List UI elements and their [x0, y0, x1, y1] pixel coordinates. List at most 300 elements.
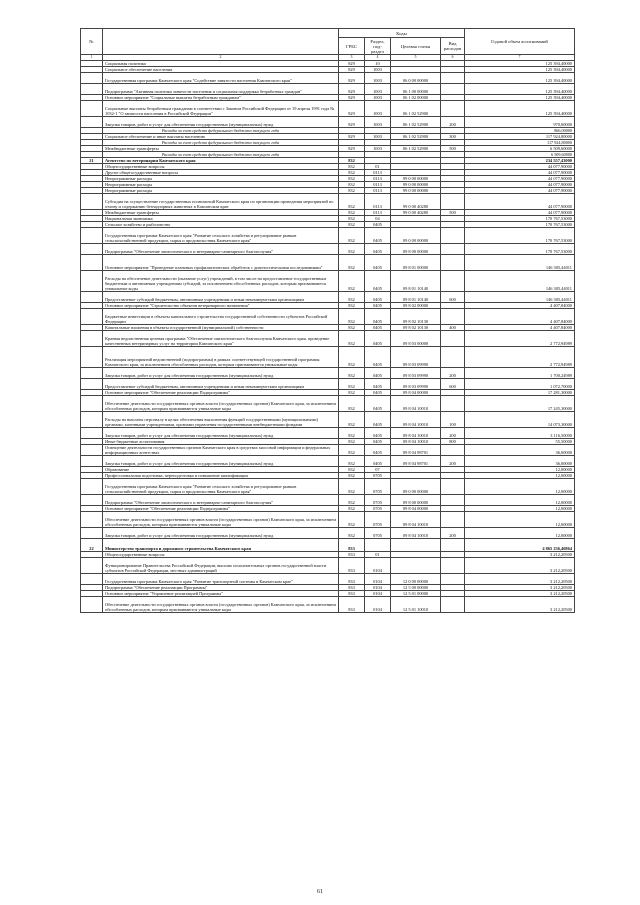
table-row — [81, 528, 575, 539]
row-number — [81, 73, 103, 84]
row-target: 09 8 02 10130 — [391, 325, 441, 331]
row-target: 09 8 03 09990 — [391, 368, 441, 379]
table-row — [81, 101, 575, 117]
table-row — [81, 512, 575, 528]
row-section: 0405 — [365, 445, 391, 456]
table-row — [81, 309, 575, 325]
row-grbs: 832 — [339, 271, 365, 292]
row-name: Функционирование Правительства Российской Федерации, высших исполнительных органов государственной власти субъектов Российской Федерации, местных администраций — [103, 558, 339, 574]
row-target: 09 8 03 00000 — [391, 331, 441, 347]
row-expense-type: 600 — [441, 292, 465, 303]
row-grbs: 829 — [339, 84, 365, 95]
table-row — [81, 194, 575, 210]
row-grbs: 832 — [339, 182, 365, 188]
row-name: Капитальные вложения в объекты государственной (муниципальной) собственности — [103, 325, 339, 331]
row-target: 09 8 04 98701 — [391, 456, 441, 467]
row-expense-type — [441, 331, 465, 347]
row-grbs: 832 — [339, 303, 365, 309]
row-name: Бюджетные инвестиции в объекты капитального строительства государственной собственности субъектов Российской Федерации — [103, 309, 339, 325]
row-grbs: 832 — [339, 228, 365, 244]
row-name: Предоставление субсидий бюджетным, автономным учреждениям и иным некоммерческим организациям — [103, 379, 339, 390]
row-grbs: 832 — [339, 188, 365, 194]
row-expense-type — [441, 574, 465, 585]
header-name — [103, 29, 339, 55]
row-grbs: 832 — [339, 255, 365, 271]
row-section: 0113 — [365, 176, 391, 182]
row-number — [81, 445, 103, 456]
row-number — [81, 84, 103, 95]
row-grbs: 832 — [339, 495, 365, 506]
row-number — [81, 456, 103, 467]
row-name: Обеспечение деятельности государственных органов власти (государственных органов) Камчатского края, за исключением обособленных расходов, которым присваиваются уникальные коды — [103, 396, 339, 412]
row-name: Социальные выплаты безработным гражданам в соответствии с Законом Российской Федерации от 19 апреля 1991 года № 1032-1 "О занятости населения в Российской Федерации" — [103, 101, 339, 117]
row-target: 09 8 04 00000 — [391, 506, 441, 512]
row-amount: 6 509,60000 — [465, 146, 575, 152]
row-name: Обеспечение деятельности государственных органов власти (государственных органов) Камчатского края, за исключением обособленных расходов, которым присваиваются уникальные коды — [103, 512, 339, 528]
row-amount: 3 212,20500 — [465, 591, 575, 597]
row-amount: 866,00000 — [465, 128, 575, 134]
row-amount: 36,00000 — [465, 445, 575, 456]
header-grbs: ГРБС — [339, 38, 365, 55]
row-amount: 125 394,40000 — [465, 67, 575, 73]
row-grbs: 832 — [339, 379, 365, 390]
row-section: 0104 — [365, 597, 391, 613]
row-grbs: 832 — [339, 309, 365, 325]
col-number-2: 2 — [103, 55, 339, 61]
row-expense-type — [441, 445, 465, 456]
row-section: 0113 — [365, 170, 391, 176]
row-section: 0405 — [365, 390, 391, 396]
row-target: 12 5 00 00000 — [391, 585, 441, 591]
row-grbs: 832 — [339, 467, 365, 473]
row-section: 0104 — [365, 585, 391, 591]
row-expense-type — [441, 512, 465, 528]
table-row — [81, 271, 575, 292]
row-expense-type — [441, 558, 465, 574]
row-number — [81, 271, 103, 292]
row-number — [81, 379, 103, 390]
row-amount: 146 305,44011 — [465, 255, 575, 271]
row-number — [81, 479, 103, 495]
row-target: 09 8 01 10140 — [391, 271, 441, 292]
table-row — [81, 244, 575, 255]
row-target: 12 5 01 10010 — [391, 597, 441, 613]
row-section: 0405 — [365, 255, 391, 271]
row-number — [81, 512, 103, 528]
row-grbs: 829 — [339, 95, 365, 101]
row-expense-type: 200 — [441, 117, 465, 128]
row-amount: 44 077,90000 — [465, 164, 575, 170]
table-row — [81, 574, 575, 585]
row-grbs: 833 — [339, 574, 365, 585]
row-amount: 3 212,20500 — [465, 585, 575, 591]
table-row — [81, 479, 575, 495]
row-number — [81, 228, 103, 244]
row-target — [391, 539, 441, 552]
row-name: Профессиональная подготовка, переподготовка и повышение квалификации — [103, 473, 339, 479]
row-amount: 3 116,50000 — [465, 428, 575, 439]
row-number — [81, 396, 103, 412]
row-amount: 170 767,53000 — [465, 216, 575, 222]
row-target: 06 1 02 52900 — [391, 134, 441, 140]
row-amount: 6 509,60000 — [465, 152, 575, 158]
row-number — [81, 428, 103, 439]
row-amount: 55,50000 — [465, 439, 575, 445]
row-grbs: 832 — [339, 479, 365, 495]
row-target: 09 8 04 10010 — [391, 528, 441, 539]
row-amount: 125 394,40000 — [465, 101, 575, 117]
row-expense-type — [441, 101, 465, 117]
row-name: Реализация мероприятий ведомственной (подпрограммы) в рамках соответствующей государственной программы Камчатского края, за исключением обособленных расходов, которым присваиваются уникальные коды — [103, 347, 339, 368]
row-section: 0405 — [365, 396, 391, 412]
row-section: 0405 — [365, 347, 391, 368]
row-name: Другие общегосударственные вопросы — [103, 170, 339, 176]
row-expense-type — [441, 495, 465, 506]
row-name: Краевая ведомственная целевая программа "Обеспечение эпизоотического благополучия Камчатского края, проведение качественных ветеринарных услуг на территории Камчатского края" — [103, 331, 339, 347]
row-amount: 125 394,40000 — [465, 84, 575, 95]
row-section: 0405 — [365, 271, 391, 292]
row-expense-type — [441, 271, 465, 292]
row-amount: 12,00000 — [465, 506, 575, 512]
row-number — [81, 368, 103, 379]
row-amount: 4 865 236,46864 — [465, 539, 575, 552]
header-amount: Годовой объем ассигнований — [465, 29, 575, 55]
row-section: 0405 — [365, 292, 391, 303]
row-amount: 36,00000 — [465, 456, 575, 467]
row-name: Государственная программа Камчатского края "Развитие сельского хозяйства и регулирование рынков сельскохозяйственной продукции, сырья и продовольствия Камчатского края" — [103, 479, 339, 495]
row-expense-type: 500 — [441, 210, 465, 216]
row-expense-type — [441, 228, 465, 244]
table-body — [81, 61, 575, 613]
row-name: Непрограммные расходы — [103, 176, 339, 182]
row-target — [391, 558, 441, 574]
row-target: 12 0 00 00000 — [391, 574, 441, 585]
row-number — [81, 309, 103, 325]
row-name: Основное мероприятие "Обеспечение реализации Подпрограммы" — [103, 390, 339, 396]
row-grbs: 832 — [339, 445, 365, 456]
row-expense-type — [441, 347, 465, 368]
row-section: 0705 — [365, 473, 391, 479]
row-amount: 2 772,94989 — [465, 331, 575, 347]
col-number-1: 1 — [81, 55, 103, 61]
row-amount: 4 407,84000 — [465, 309, 575, 325]
budget-table-container — [80, 28, 574, 613]
col-number-7: 7 — [465, 55, 575, 61]
row-section: 0104 — [365, 574, 391, 585]
row-target: 09 8 00 00000 — [391, 244, 441, 255]
row-section: 0113 — [365, 194, 391, 210]
row-name: Государственная программа Камчатского края "Развитие транспортной системы в Камчатском крае" — [103, 574, 339, 585]
row-target: 99 0 00 00000 — [391, 182, 441, 188]
row-name: Сельское хозяйство и рыболовство — [103, 222, 339, 228]
row-target: 09 8 04 10010 — [391, 396, 441, 412]
row-grbs: 833 — [339, 552, 365, 558]
table-row — [81, 379, 575, 390]
row-number — [81, 347, 103, 368]
row-section: 0705 — [365, 528, 391, 539]
header-number: № — [81, 29, 103, 55]
table-row — [81, 412, 575, 428]
row-grbs: 832 — [339, 210, 365, 216]
row-amount: 44 077,90000 — [465, 188, 575, 194]
row-amount: 170 767,53000 — [465, 222, 575, 228]
table-row — [81, 117, 575, 128]
row-amount: 3 212,20500 — [465, 552, 575, 558]
row-amount: 146 305,44011 — [465, 292, 575, 303]
row-number — [81, 495, 103, 506]
row-number: 22 — [81, 539, 103, 552]
row-target: 09 8 02 10130 — [391, 309, 441, 325]
row-grbs: 832 — [339, 244, 365, 255]
row-amount: 1 072,70000 — [465, 379, 575, 390]
row-expense-type: 200 — [441, 456, 465, 467]
col-number-4: 4 — [365, 55, 391, 61]
row-name: Министерство транспорта и дорожного строительства Камчатского края — [103, 539, 339, 552]
row-grbs: 829 — [339, 61, 365, 67]
row-section: 0405 — [365, 303, 391, 309]
row-amount: 117 924,80000 — [465, 134, 575, 140]
row-grbs: 829 — [339, 67, 365, 73]
row-amount: 12,00000 — [465, 479, 575, 495]
row-target: 12 5 01 00000 — [391, 591, 441, 597]
row-name: Расходы за счет средств федерального бюджета текущего года — [103, 128, 339, 134]
row-target: 09 8 03 09990 — [391, 347, 441, 368]
row-grbs: 832 — [339, 170, 365, 176]
row-section: 1003 — [365, 73, 391, 84]
row-grbs: 832 — [339, 292, 365, 303]
row-grbs: 833 — [339, 585, 365, 591]
row-name: Национальная экономика — [103, 216, 339, 222]
row-grbs: 832 — [339, 164, 365, 170]
row-name: Освещение деятельности государственных органов Камчатского края в средствах массовой информации и федеральных информационных агентствах — [103, 445, 339, 456]
row-grbs: 829 — [339, 117, 365, 128]
row-grbs: 833 — [339, 539, 365, 552]
table-row — [81, 445, 575, 456]
row-expense-type: 400 — [441, 325, 465, 331]
row-target: 09 8 02 00000 — [391, 303, 441, 309]
row-section: 0104 — [365, 591, 391, 597]
row-section: 1003 — [365, 146, 391, 152]
row-grbs: 832 — [339, 456, 365, 467]
row-amount: 3 212,20500 — [465, 597, 575, 613]
row-expense-type: 200 — [441, 528, 465, 539]
row-section: 0405 — [365, 368, 391, 379]
row-section: 0405 — [365, 228, 391, 244]
row-expense-type — [441, 539, 465, 552]
row-target: 09 8 03 09990 — [391, 379, 441, 390]
row-name: Подпрограмма "Обеспечение эпизоотического и ветеринарно-санитарного благополучия" — [103, 495, 339, 506]
row-expense-type — [441, 396, 465, 412]
row-expense-type: 200 — [441, 368, 465, 379]
row-amount: 2 772,94989 — [465, 347, 575, 368]
row-section: 0405 — [365, 428, 391, 439]
row-section: 0113 — [365, 188, 391, 194]
row-name: Иные бюджетные ассигнования — [103, 439, 339, 445]
header-expense-type: Вид расходов — [441, 38, 465, 55]
row-grbs: 832 — [339, 222, 365, 228]
row-amount: 12,00000 — [465, 495, 575, 506]
row-name: Расходы за счет средств федерального бюджета текущего года — [103, 140, 339, 146]
row-grbs: 829 — [339, 146, 365, 152]
row-name: Закупка товаров, работ и услуг для обеспечения государственных (муниципальных) нужд — [103, 528, 339, 539]
budget-table — [80, 28, 575, 613]
row-name: Закупка товаров, работ и услуг для обеспечения государственных (муниципальных) нужд — [103, 456, 339, 467]
row-amount: 14 073,30000 — [465, 412, 575, 428]
row-target: 06 1 00 00000 — [391, 84, 441, 95]
row-number — [81, 597, 103, 613]
row-name: Агентство по ветеринарии Камчатского края — [103, 158, 339, 164]
row-expense-type — [441, 194, 465, 210]
row-expense-type — [441, 84, 465, 95]
row-name: Основное мероприятие "Строительство объектов ветеринарного назначения" — [103, 303, 339, 309]
row-amount: 44 077,90000 — [465, 170, 575, 176]
row-amount: 125 394,40000 — [465, 95, 575, 101]
table-row — [81, 456, 575, 467]
row-name: Межбюджетные трансферты — [103, 210, 339, 216]
row-number — [81, 331, 103, 347]
row-expense-type: 500 — [441, 146, 465, 152]
row-name: Социальная политика — [103, 61, 339, 67]
row-expense-type — [441, 597, 465, 613]
row-amount: 3 212,20500 — [465, 558, 575, 574]
row-section: 0104 — [365, 558, 391, 574]
row-grbs: 832 — [339, 506, 365, 512]
row-amount: 12,00000 — [465, 467, 575, 473]
row-grbs: 832 — [339, 347, 365, 368]
row-expense-type — [441, 244, 465, 255]
row-expense-type — [441, 479, 465, 495]
row-section: 1003 — [365, 134, 391, 140]
row-expense-type — [441, 73, 465, 84]
row-section: 1003 — [365, 84, 391, 95]
row-name: Субсидия на осуществление государственных полномочий Камчатского края по организации проведения мероприятий по отлову и содержанию безнадзорных животных в Камчатском крае — [103, 194, 339, 210]
row-section: 0405 — [365, 439, 391, 445]
row-target: 99 0 00 00000 — [391, 188, 441, 194]
row-amount: 4 407,84000 — [465, 303, 575, 309]
row-amount: 170 767,53000 — [465, 228, 575, 244]
row-section: 0405 — [365, 244, 391, 255]
table-row — [81, 495, 575, 506]
row-number — [81, 255, 103, 271]
row-section: 1003 — [365, 95, 391, 101]
row-target: 09 0 00 00000 — [391, 228, 441, 244]
row-target: 06 1 02 52900 — [391, 146, 441, 152]
row-amount: 44 077,90000 — [465, 194, 575, 210]
row-expense-type: 800 — [441, 439, 465, 445]
row-grbs: 832 — [339, 216, 365, 222]
row-name: Государственная программа Камчатского края "Развитие сельского хозяйства и регулирование рынков сельскохозяйственной продукции, сырья и продовольствия Камчатского края" — [103, 228, 339, 244]
row-amount: 17 281,30000 — [465, 390, 575, 396]
table-row — [81, 84, 575, 95]
col-number-6: 6 — [441, 55, 465, 61]
row-target: 09 0 00 00000 — [391, 479, 441, 495]
row-grbs: 832 — [339, 512, 365, 528]
row-grbs: 833 — [339, 591, 365, 597]
row-section: 0705 — [365, 479, 391, 495]
row-section: 10 — [365, 61, 391, 67]
table-row — [81, 255, 575, 271]
row-grbs: 832 — [339, 396, 365, 412]
row-section: 0405 — [365, 309, 391, 325]
row-grbs: 832 — [339, 528, 365, 539]
row-amount: 234 557,43000 — [465, 158, 575, 164]
row-section: 04 — [365, 216, 391, 222]
row-grbs: 832 — [339, 176, 365, 182]
row-number — [81, 194, 103, 210]
row-section: 01 — [365, 164, 391, 170]
row-amount: 146 305,44011 — [465, 271, 575, 292]
table-row — [81, 73, 575, 84]
row-name: Общегосударственные вопросы — [103, 552, 339, 558]
header-section: Раздел, под-раздел — [365, 38, 391, 55]
row-target: 09 8 04 98701 — [391, 445, 441, 456]
row-section: 0705 — [365, 506, 391, 512]
row-amount: 44 077,90000 — [465, 210, 575, 216]
table-row — [81, 597, 575, 613]
row-target: 06 1 02 52900 — [391, 101, 441, 117]
table-row — [81, 347, 575, 368]
col-number-5: 5 — [391, 55, 441, 61]
row-grbs: 832 — [339, 158, 365, 164]
row-name: Основное мероприятие "Обеспечение реализации Подпрограммы" — [103, 506, 339, 512]
row-section: 0405 — [365, 325, 391, 331]
row-target: 09 8 01 10140 — [391, 292, 441, 303]
row-name: Основное мероприятие "Социальные выплаты безработным гражданам" — [103, 95, 339, 101]
col-number-3: 3 — [339, 55, 365, 61]
row-grbs: 833 — [339, 558, 365, 574]
row-target: 09 8 04 00000 — [391, 390, 441, 396]
row-section: 0405 — [365, 379, 391, 390]
row-grbs: 832 — [339, 473, 365, 479]
row-grbs: 832 — [339, 368, 365, 379]
row-grbs: 832 — [339, 412, 365, 428]
row-expense-type — [441, 255, 465, 271]
table-row — [81, 539, 575, 552]
row-number — [81, 292, 103, 303]
row-target: 06 1 02 52900 — [391, 117, 441, 128]
row-amount: 12,00000 — [465, 528, 575, 539]
row-name: Социальное обеспечение населения — [103, 67, 339, 73]
row-amount: 125 394,40000 — [465, 61, 575, 67]
row-target: 09 8 04 10010 — [391, 439, 441, 445]
row-section: 01 — [365, 552, 391, 558]
row-number — [81, 117, 103, 128]
table-row — [81, 292, 575, 303]
row-amount: 117 924,80000 — [465, 140, 575, 146]
table-row — [81, 228, 575, 244]
header-target: Целевая статья — [391, 38, 441, 55]
row-expense-type — [441, 309, 465, 325]
row-amount: 44 077,90000 — [465, 182, 575, 188]
row-amount: 17 245,30000 — [465, 396, 575, 412]
row-section: 0405 — [365, 331, 391, 347]
row-section: 0113 — [365, 182, 391, 188]
row-number: 21 — [81, 158, 103, 164]
row-target: 99 0 00 00000 — [391, 176, 441, 182]
row-target: 09 8 04 10010 — [391, 428, 441, 439]
row-name: Расходы на выплаты персоналу в целях обеспечения выполнения функций государственными (муниципальными) органами, казенными учреждениями, органами управления государственными внебюджетными фондами — [103, 412, 339, 428]
row-name: Социальное обеспечение и иные выплаты населению — [103, 134, 339, 140]
row-name: Предоставление субсидий бюджетным, автономным учреждениям и иным некоммерческим организациям — [103, 292, 339, 303]
row-name: Закупка товаров, работ и услуг для обеспечения государственных (муниципальных) нужд — [103, 368, 339, 379]
page-number: 61 — [317, 889, 323, 895]
row-name: Основное мероприятие "Управление реализацией Программы" — [103, 591, 339, 597]
row-amount: 3 212,20500 — [465, 574, 575, 585]
row-section: 1003 — [365, 117, 391, 128]
table-row — [81, 558, 575, 574]
row-target: 09 8 04 10010 — [391, 412, 441, 428]
row-name: Образование — [103, 467, 339, 473]
